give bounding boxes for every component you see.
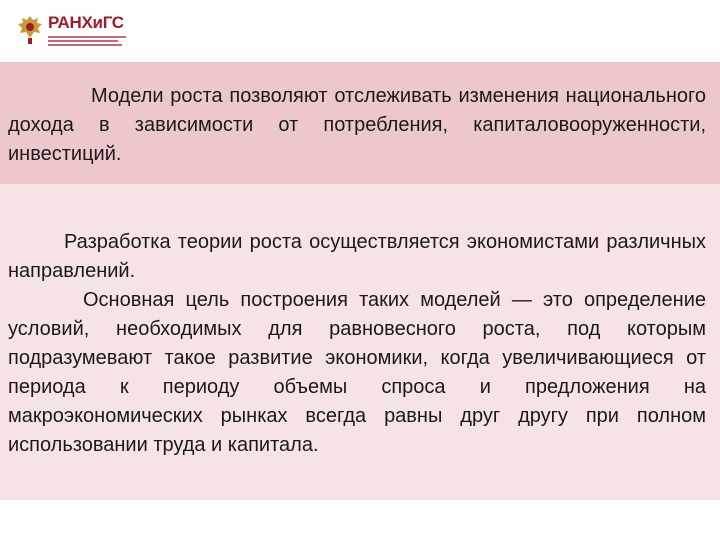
bottom-text-band [0, 184, 720, 500]
paragraph-theory-development: Разработка теории роста осуществляется экономистами различных направлений. [8, 231, 706, 282]
logo-name: РАНХиГС [48, 13, 124, 32]
paragraph-growth-models: Модели роста позволяют отслеживать изменения национального дохода в зависимости от потребления, капиталовооруженности, инвестиций. [8, 85, 706, 165]
header [0, 0, 720, 62]
ranepa-logo [16, 12, 126, 48]
top-text-band [0, 62, 720, 184]
paragraph-main-goal: Основная цель построения таких моделей — это определение условий, необходимых для равновесного роста, под которым подразумевают такое развитие экономики, когда увеличивающиеся от периода к периоду объемы спроса и предложения на макроэкономических рынках всегда равны друг другу при полном использовании труда и капитала. [8, 289, 706, 456]
logo-subtitle-lines [48, 34, 126, 46]
eagle-emblem-icon [16, 14, 44, 46]
